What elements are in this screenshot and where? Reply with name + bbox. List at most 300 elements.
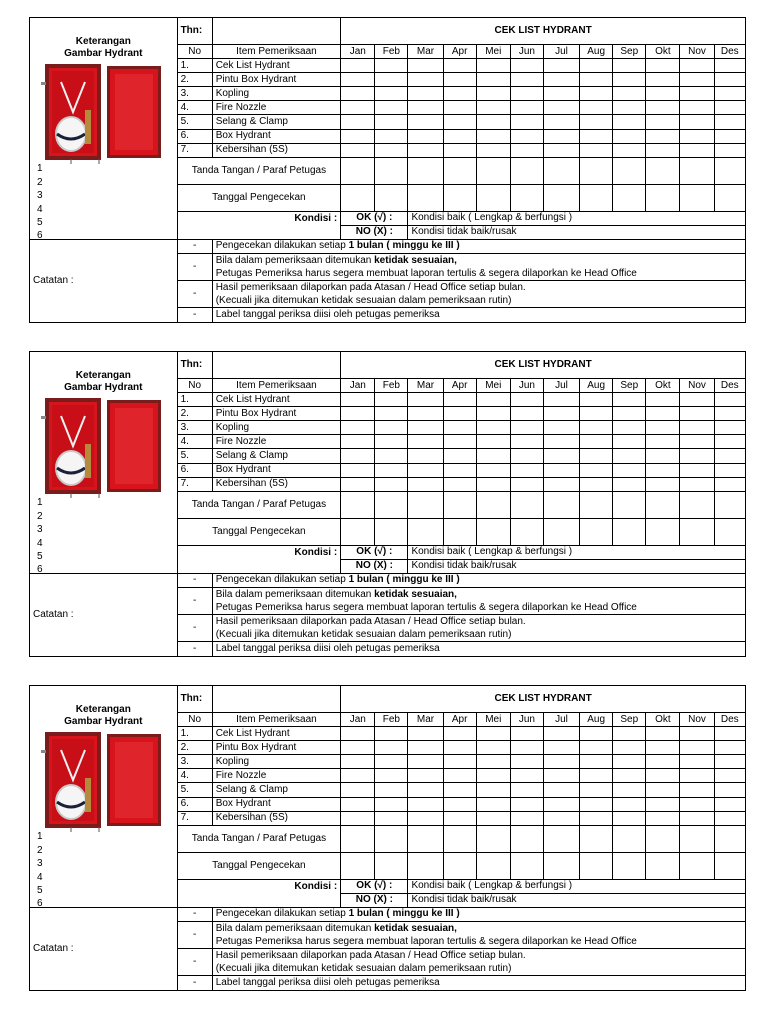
month-check-cell[interactable] <box>510 463 543 477</box>
month-check-cell[interactable] <box>408 87 443 101</box>
month-check-cell[interactable] <box>408 157 443 184</box>
month-check-cell[interactable] <box>646 87 680 101</box>
month-check-cell[interactable] <box>714 852 745 879</box>
month-check-cell[interactable] <box>580 421 613 435</box>
month-check-cell[interactable] <box>510 59 543 73</box>
month-check-cell[interactable] <box>375 769 408 783</box>
month-check-cell[interactable] <box>543 407 579 421</box>
month-check-cell[interactable] <box>613 129 646 143</box>
month-check-cell[interactable] <box>543 463 579 477</box>
month-check-cell[interactable] <box>680 87 714 101</box>
month-check-cell[interactable] <box>341 518 375 545</box>
month-check-cell[interactable] <box>580 727 613 741</box>
month-check-cell[interactable] <box>680 143 714 157</box>
month-check-cell[interactable] <box>580 435 613 449</box>
month-check-cell[interactable] <box>543 852 579 879</box>
month-check-cell[interactable] <box>680 129 714 143</box>
month-check-cell[interactable] <box>476 463 510 477</box>
month-check-cell[interactable] <box>613 852 646 879</box>
month-check-cell[interactable] <box>443 769 476 783</box>
month-check-cell[interactable] <box>341 87 375 101</box>
month-check-cell[interactable] <box>510 157 543 184</box>
month-check-cell[interactable] <box>580 129 613 143</box>
month-check-cell[interactable] <box>375 101 408 115</box>
month-check-cell[interactable] <box>646 407 680 421</box>
month-check-cell[interactable] <box>680 852 714 879</box>
month-check-cell[interactable] <box>443 727 476 741</box>
month-check-cell[interactable] <box>443 449 476 463</box>
month-check-cell[interactable] <box>613 59 646 73</box>
month-check-cell[interactable] <box>646 477 680 491</box>
month-check-cell[interactable] <box>408 727 443 741</box>
month-check-cell[interactable] <box>646 101 680 115</box>
month-check-cell[interactable] <box>543 73 579 87</box>
month-check-cell[interactable] <box>443 393 476 407</box>
month-check-cell[interactable] <box>375 129 408 143</box>
year-field[interactable] <box>212 18 341 45</box>
month-check-cell[interactable] <box>443 435 476 449</box>
month-check-cell[interactable] <box>341 101 375 115</box>
month-check-cell[interactable] <box>476 407 510 421</box>
month-check-cell[interactable] <box>341 811 375 825</box>
month-check-cell[interactable] <box>543 755 579 769</box>
month-check-cell[interactable] <box>646 157 680 184</box>
month-check-cell[interactable] <box>714 115 745 129</box>
year-field[interactable] <box>212 352 341 379</box>
month-check-cell[interactable] <box>510 769 543 783</box>
month-check-cell[interactable] <box>714 477 745 491</box>
month-check-cell[interactable] <box>341 491 375 518</box>
month-check-cell[interactable] <box>646 755 680 769</box>
month-check-cell[interactable] <box>408 783 443 797</box>
month-check-cell[interactable] <box>580 184 613 211</box>
month-check-cell[interactable] <box>680 518 714 545</box>
month-check-cell[interactable] <box>408 755 443 769</box>
month-check-cell[interactable] <box>646 115 680 129</box>
month-check-cell[interactable] <box>580 407 613 421</box>
month-check-cell[interactable] <box>714 769 745 783</box>
month-check-cell[interactable] <box>510 852 543 879</box>
month-check-cell[interactable] <box>341 143 375 157</box>
month-check-cell[interactable] <box>680 184 714 211</box>
month-check-cell[interactable] <box>680 825 714 852</box>
month-check-cell[interactable] <box>510 129 543 143</box>
month-check-cell[interactable] <box>476 435 510 449</box>
month-check-cell[interactable] <box>646 491 680 518</box>
month-check-cell[interactable] <box>408 143 443 157</box>
month-check-cell[interactable] <box>443 407 476 421</box>
month-check-cell[interactable] <box>714 157 745 184</box>
month-check-cell[interactable] <box>443 184 476 211</box>
month-check-cell[interactable] <box>613 393 646 407</box>
month-check-cell[interactable] <box>476 852 510 879</box>
month-check-cell[interactable] <box>408 421 443 435</box>
month-check-cell[interactable] <box>476 449 510 463</box>
month-check-cell[interactable] <box>580 87 613 101</box>
month-check-cell[interactable] <box>375 518 408 545</box>
month-check-cell[interactable] <box>714 741 745 755</box>
month-check-cell[interactable] <box>341 59 375 73</box>
month-check-cell[interactable] <box>510 421 543 435</box>
month-check-cell[interactable] <box>543 797 579 811</box>
month-check-cell[interactable] <box>714 727 745 741</box>
month-check-cell[interactable] <box>341 184 375 211</box>
month-check-cell[interactable] <box>680 421 714 435</box>
month-check-cell[interactable] <box>476 129 510 143</box>
month-check-cell[interactable] <box>543 811 579 825</box>
month-check-cell[interactable] <box>408 741 443 755</box>
month-check-cell[interactable] <box>375 783 408 797</box>
month-check-cell[interactable] <box>476 769 510 783</box>
month-check-cell[interactable] <box>476 421 510 435</box>
month-check-cell[interactable] <box>443 491 476 518</box>
month-check-cell[interactable] <box>408 825 443 852</box>
month-check-cell[interactable] <box>613 797 646 811</box>
month-check-cell[interactable] <box>646 783 680 797</box>
month-check-cell[interactable] <box>408 115 443 129</box>
month-check-cell[interactable] <box>443 59 476 73</box>
month-check-cell[interactable] <box>510 797 543 811</box>
month-check-cell[interactable] <box>443 73 476 87</box>
month-check-cell[interactable] <box>443 852 476 879</box>
month-check-cell[interactable] <box>580 755 613 769</box>
month-check-cell[interactable] <box>580 491 613 518</box>
month-check-cell[interactable] <box>510 101 543 115</box>
month-check-cell[interactable] <box>680 491 714 518</box>
month-check-cell[interactable] <box>580 143 613 157</box>
month-check-cell[interactable] <box>341 755 375 769</box>
month-check-cell[interactable] <box>341 73 375 87</box>
month-check-cell[interactable] <box>613 811 646 825</box>
month-check-cell[interactable] <box>613 518 646 545</box>
month-check-cell[interactable] <box>580 769 613 783</box>
month-check-cell[interactable] <box>646 129 680 143</box>
month-check-cell[interactable] <box>510 393 543 407</box>
month-check-cell[interactable] <box>714 421 745 435</box>
month-check-cell[interactable] <box>375 115 408 129</box>
month-check-cell[interactable] <box>341 435 375 449</box>
month-check-cell[interactable] <box>613 783 646 797</box>
month-check-cell[interactable] <box>680 449 714 463</box>
month-check-cell[interactable] <box>543 87 579 101</box>
month-check-cell[interactable] <box>510 115 543 129</box>
month-check-cell[interactable] <box>408 184 443 211</box>
month-check-cell[interactable] <box>341 727 375 741</box>
month-check-cell[interactable] <box>375 449 408 463</box>
month-check-cell[interactable] <box>341 393 375 407</box>
month-check-cell[interactable] <box>375 407 408 421</box>
month-check-cell[interactable] <box>341 463 375 477</box>
month-check-cell[interactable] <box>613 101 646 115</box>
month-check-cell[interactable] <box>613 491 646 518</box>
month-check-cell[interactable] <box>341 477 375 491</box>
month-check-cell[interactable] <box>580 157 613 184</box>
month-check-cell[interactable] <box>543 184 579 211</box>
month-check-cell[interactable] <box>580 518 613 545</box>
month-check-cell[interactable] <box>375 157 408 184</box>
month-check-cell[interactable] <box>580 59 613 73</box>
month-check-cell[interactable] <box>680 115 714 129</box>
month-check-cell[interactable] <box>408 59 443 73</box>
month-check-cell[interactable] <box>443 755 476 769</box>
month-check-cell[interactable] <box>680 727 714 741</box>
month-check-cell[interactable] <box>408 73 443 87</box>
month-check-cell[interactable] <box>443 87 476 101</box>
month-check-cell[interactable] <box>680 783 714 797</box>
month-check-cell[interactable] <box>613 157 646 184</box>
month-check-cell[interactable] <box>443 143 476 157</box>
month-check-cell[interactable] <box>613 449 646 463</box>
month-check-cell[interactable] <box>646 825 680 852</box>
month-check-cell[interactable] <box>580 449 613 463</box>
month-check-cell[interactable] <box>408 797 443 811</box>
month-check-cell[interactable] <box>714 129 745 143</box>
month-check-cell[interactable] <box>646 741 680 755</box>
month-check-cell[interactable] <box>580 797 613 811</box>
month-check-cell[interactable] <box>613 115 646 129</box>
month-check-cell[interactable] <box>580 477 613 491</box>
month-check-cell[interactable] <box>613 407 646 421</box>
month-check-cell[interactable] <box>476 101 510 115</box>
month-check-cell[interactable] <box>476 477 510 491</box>
year-field[interactable] <box>212 686 341 713</box>
month-check-cell[interactable] <box>543 101 579 115</box>
month-check-cell[interactable] <box>680 157 714 184</box>
month-check-cell[interactable] <box>680 463 714 477</box>
month-check-cell[interactable] <box>580 783 613 797</box>
month-check-cell[interactable] <box>680 769 714 783</box>
month-check-cell[interactable] <box>613 727 646 741</box>
month-check-cell[interactable] <box>510 87 543 101</box>
month-check-cell[interactable] <box>375 143 408 157</box>
month-check-cell[interactable] <box>443 783 476 797</box>
month-check-cell[interactable] <box>341 115 375 129</box>
month-check-cell[interactable] <box>476 741 510 755</box>
month-check-cell[interactable] <box>476 755 510 769</box>
month-check-cell[interactable] <box>510 825 543 852</box>
month-check-cell[interactable] <box>613 741 646 755</box>
month-check-cell[interactable] <box>714 755 745 769</box>
month-check-cell[interactable] <box>646 463 680 477</box>
month-check-cell[interactable] <box>714 73 745 87</box>
month-check-cell[interactable] <box>510 755 543 769</box>
month-check-cell[interactable] <box>680 755 714 769</box>
month-check-cell[interactable] <box>443 129 476 143</box>
month-check-cell[interactable] <box>580 811 613 825</box>
month-check-cell[interactable] <box>375 59 408 73</box>
month-check-cell[interactable] <box>443 811 476 825</box>
month-check-cell[interactable] <box>443 157 476 184</box>
month-check-cell[interactable] <box>375 421 408 435</box>
month-check-cell[interactable] <box>443 101 476 115</box>
month-check-cell[interactable] <box>408 769 443 783</box>
month-check-cell[interactable] <box>714 449 745 463</box>
month-check-cell[interactable] <box>476 59 510 73</box>
month-check-cell[interactable] <box>408 407 443 421</box>
month-check-cell[interactable] <box>443 741 476 755</box>
month-check-cell[interactable] <box>543 421 579 435</box>
month-check-cell[interactable] <box>476 727 510 741</box>
month-check-cell[interactable] <box>680 797 714 811</box>
month-check-cell[interactable] <box>510 518 543 545</box>
month-check-cell[interactable] <box>646 421 680 435</box>
month-check-cell[interactable] <box>476 518 510 545</box>
month-check-cell[interactable] <box>580 115 613 129</box>
month-check-cell[interactable] <box>613 463 646 477</box>
month-check-cell[interactable] <box>476 143 510 157</box>
month-check-cell[interactable] <box>543 769 579 783</box>
month-check-cell[interactable] <box>646 449 680 463</box>
month-check-cell[interactable] <box>543 129 579 143</box>
month-check-cell[interactable] <box>680 59 714 73</box>
month-check-cell[interactable] <box>443 115 476 129</box>
month-check-cell[interactable] <box>680 101 714 115</box>
month-check-cell[interactable] <box>543 143 579 157</box>
month-check-cell[interactable] <box>476 797 510 811</box>
month-check-cell[interactable] <box>543 518 579 545</box>
month-check-cell[interactable] <box>375 435 408 449</box>
month-check-cell[interactable] <box>714 825 745 852</box>
month-check-cell[interactable] <box>613 769 646 783</box>
month-check-cell[interactable] <box>543 59 579 73</box>
month-check-cell[interactable] <box>714 101 745 115</box>
month-check-cell[interactable] <box>543 435 579 449</box>
month-check-cell[interactable] <box>680 477 714 491</box>
month-check-cell[interactable] <box>476 115 510 129</box>
month-check-cell[interactable] <box>613 87 646 101</box>
month-check-cell[interactable] <box>510 435 543 449</box>
month-check-cell[interactable] <box>510 407 543 421</box>
month-check-cell[interactable] <box>543 741 579 755</box>
month-check-cell[interactable] <box>510 73 543 87</box>
month-check-cell[interactable] <box>646 59 680 73</box>
month-check-cell[interactable] <box>510 143 543 157</box>
month-check-cell[interactable] <box>613 477 646 491</box>
month-check-cell[interactable] <box>341 797 375 811</box>
month-check-cell[interactable] <box>714 783 745 797</box>
month-check-cell[interactable] <box>408 811 443 825</box>
month-check-cell[interactable] <box>341 852 375 879</box>
month-check-cell[interactable] <box>580 73 613 87</box>
month-check-cell[interactable] <box>341 783 375 797</box>
month-check-cell[interactable] <box>580 741 613 755</box>
month-check-cell[interactable] <box>646 797 680 811</box>
month-check-cell[interactable] <box>613 755 646 769</box>
month-check-cell[interactable] <box>646 435 680 449</box>
month-check-cell[interactable] <box>341 421 375 435</box>
month-check-cell[interactable] <box>646 518 680 545</box>
month-check-cell[interactable] <box>476 783 510 797</box>
month-check-cell[interactable] <box>714 393 745 407</box>
month-check-cell[interactable] <box>375 741 408 755</box>
month-check-cell[interactable] <box>543 449 579 463</box>
month-check-cell[interactable] <box>714 811 745 825</box>
month-check-cell[interactable] <box>443 797 476 811</box>
month-check-cell[interactable] <box>543 783 579 797</box>
month-check-cell[interactable] <box>646 184 680 211</box>
month-check-cell[interactable] <box>714 435 745 449</box>
month-check-cell[interactable] <box>680 741 714 755</box>
month-check-cell[interactable] <box>476 811 510 825</box>
month-check-cell[interactable] <box>408 393 443 407</box>
month-check-cell[interactable] <box>408 449 443 463</box>
month-check-cell[interactable] <box>613 184 646 211</box>
month-check-cell[interactable] <box>646 769 680 783</box>
month-check-cell[interactable] <box>580 463 613 477</box>
month-check-cell[interactable] <box>443 477 476 491</box>
month-check-cell[interactable] <box>510 783 543 797</box>
month-check-cell[interactable] <box>510 741 543 755</box>
month-check-cell[interactable] <box>646 143 680 157</box>
month-check-cell[interactable] <box>680 393 714 407</box>
month-check-cell[interactable] <box>341 449 375 463</box>
month-check-cell[interactable] <box>613 435 646 449</box>
month-check-cell[interactable] <box>408 463 443 477</box>
month-check-cell[interactable] <box>375 797 408 811</box>
month-check-cell[interactable] <box>476 87 510 101</box>
month-check-cell[interactable] <box>375 727 408 741</box>
month-check-cell[interactable] <box>476 184 510 211</box>
month-check-cell[interactable] <box>714 797 745 811</box>
month-check-cell[interactable] <box>476 157 510 184</box>
month-check-cell[interactable] <box>714 87 745 101</box>
month-check-cell[interactable] <box>680 73 714 87</box>
month-check-cell[interactable] <box>476 393 510 407</box>
month-check-cell[interactable] <box>613 143 646 157</box>
month-check-cell[interactable] <box>408 435 443 449</box>
month-check-cell[interactable] <box>341 157 375 184</box>
month-check-cell[interactable] <box>443 463 476 477</box>
month-check-cell[interactable] <box>443 421 476 435</box>
month-check-cell[interactable] <box>341 825 375 852</box>
month-check-cell[interactable] <box>375 463 408 477</box>
month-check-cell[interactable] <box>714 491 745 518</box>
month-check-cell[interactable] <box>443 825 476 852</box>
month-check-cell[interactable] <box>408 477 443 491</box>
month-check-cell[interactable] <box>375 825 408 852</box>
month-check-cell[interactable] <box>543 115 579 129</box>
month-check-cell[interactable] <box>543 477 579 491</box>
month-check-cell[interactable] <box>408 518 443 545</box>
month-check-cell[interactable] <box>476 491 510 518</box>
month-check-cell[interactable] <box>375 477 408 491</box>
month-check-cell[interactable] <box>714 184 745 211</box>
month-check-cell[interactable] <box>443 518 476 545</box>
month-check-cell[interactable] <box>375 852 408 879</box>
month-check-cell[interactable] <box>680 435 714 449</box>
month-check-cell[interactable] <box>510 477 543 491</box>
month-check-cell[interactable] <box>510 491 543 518</box>
month-check-cell[interactable] <box>613 825 646 852</box>
month-check-cell[interactable] <box>510 727 543 741</box>
month-check-cell[interactable] <box>408 101 443 115</box>
month-check-cell[interactable] <box>476 73 510 87</box>
month-check-cell[interactable] <box>646 73 680 87</box>
month-check-cell[interactable] <box>510 449 543 463</box>
month-check-cell[interactable] <box>613 73 646 87</box>
month-check-cell[interactable] <box>375 811 408 825</box>
month-check-cell[interactable] <box>714 407 745 421</box>
month-check-cell[interactable] <box>646 393 680 407</box>
month-check-cell[interactable] <box>714 143 745 157</box>
month-check-cell[interactable] <box>543 825 579 852</box>
month-check-cell[interactable] <box>375 393 408 407</box>
month-check-cell[interactable] <box>476 825 510 852</box>
month-check-cell[interactable] <box>341 769 375 783</box>
month-check-cell[interactable] <box>680 407 714 421</box>
month-check-cell[interactable] <box>510 184 543 211</box>
month-check-cell[interactable] <box>543 393 579 407</box>
